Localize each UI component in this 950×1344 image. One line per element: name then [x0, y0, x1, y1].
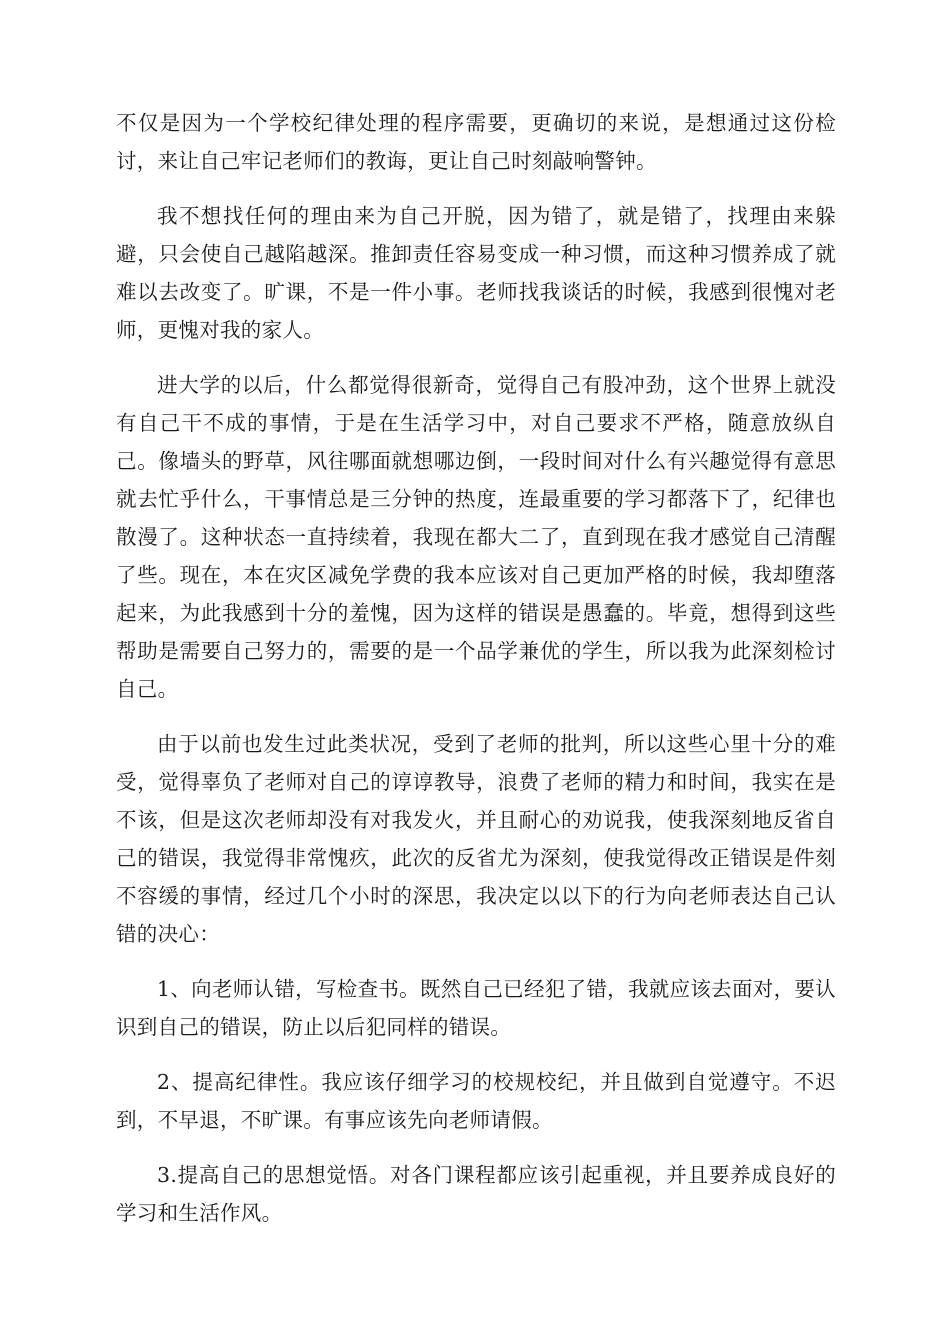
document-body	[116, 104, 836, 1249]
paragraph-4: 由于以前也发生过此类状况，受到了老师的批判，所以这些心里十分的难受，觉得辜负了老师对自己的谆谆教导，浪费了老师的精力和时间，我实在是不该，但是这次老师却没有对我发火，并且耐心的劝说我，使我深刻地反省自己的错误，我觉得非常愧疚，此次的反省尤为深刻，使我觉得改正错误是件刻不容缓的事情，经过几个小时的深思，我决定以以下的行为向老师表达自己认错的决心：	[116, 732, 836, 946]
paragraph-2: 我不想找任何的理由来为自己开脱，因为错了，就是错了，找理由来躲避，只会使自己越陷越深。推卸责任容易变成一种习惯，而这种习惯养成了就难以去改变了。旷课，不是一件小事。老师找我谈话的时候，我感到很愧对老师，更愧对我的家人。	[116, 204, 836, 342]
list-item-2: 2、提高纪律性。我应该仔细学习的校规校纪，并且做到自觉遵守。不迟到，不早退，不旷课。有事应该先向老师请假。	[116, 1070, 836, 1132]
list-item-3: 3.提高自己的思想觉悟。对各门课程都应该引起重视，并且要养成良好的学习和生活作风。	[116, 1163, 836, 1225]
paragraph-1: 不仅是因为一个学校纪律处理的程序需要，更确切的来说，是想通过这份检讨，来让自己牢记老师们的教诲，更让自己时刻敲响警钟。	[116, 111, 836, 173]
paragraph-3: 进大学的以后，什么都觉得很新奇，觉得自己有股冲劲，这个世界上就没有自己干不成的事情，于是在生活学习中，对自己要求不严格，随意放纵自己。像墙头的野草，风往哪面就想哪边倒，一段时间对什么有兴趣觉得有意思就去忙乎什么，干事情总是三分钟的热度，连最重要的学习都落下了，纪律也散漫了。这种状态一直持续着，我现在都大二了，直到现在我才感觉自己清醒了些。现在，本在灾区减免学费的我本应该对自己更加严格的时候，我却堕落起来，为此我感到十分的羞愧，因为这样的错误是愚蠢的。毕竟，想得到这些帮助是需要自己努力的，需要的是一个品学兼优的学生，所以我为此深刻检讨自己。	[116, 373, 836, 701]
list-item-1: 1、向老师认错，写检查书。既然自己已经犯了错，我就应该去面对，要认识到自己的错误，防止以后犯同样的错误。	[116, 977, 836, 1039]
